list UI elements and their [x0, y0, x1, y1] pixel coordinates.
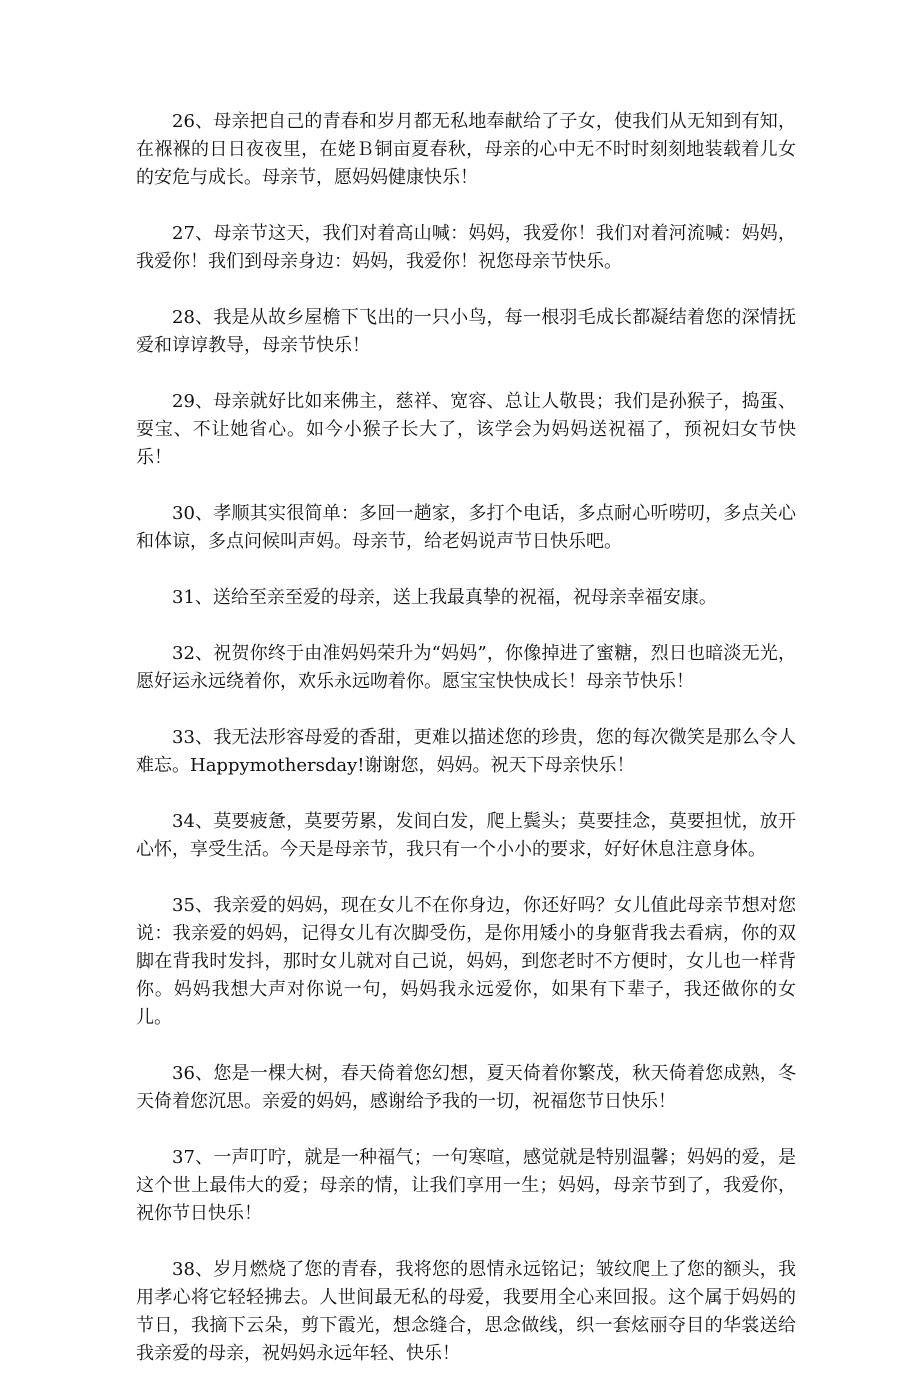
- paragraph-35: 35、我亲爱的妈妈，现在女儿不在你身边，你还好吗？女儿值此母亲节想对您说：我亲爱的妈妈，记得女儿有次脚受伤，是你用矮小的身躯背我去看病，你的双脚在背我时发抖，那时女儿就对自己说，妈妈，到您老时不方便时，女儿也一样背你。妈妈我想大声对你说一句，妈妈我永远爱你，如果有下辈子，我还做你的女儿。: [136, 895, 796, 1028]
- document-body: [136, 108, 796, 1396]
- paragraph-30: 30、孝顺其实很简单：多回一趟家，多打个电话，多点耐心听唠叨，多点关心和体谅，多点问候叫声妈。母亲节，给老妈说声节日快乐吧。: [136, 503, 796, 552]
- paragraph-38: 38、岁月燃烧了您的青春，我将您的恩情永远铭记；皱纹爬上了您的额头，我用孝心将它轻轻拂去。人世间最无私的母爱，我要用全心来回报。这个属于妈妈的节日，我摘下云朵，剪下霞光，想念缝合，思念做线，织一套炫丽夺目的华裳送给我亲爱的母亲，祝妈妈永远年轻、快乐！: [136, 1259, 796, 1364]
- paragraph-31: 31、送给至亲至爱的母亲，送上我最真挚的祝福，祝母亲幸福安康。: [172, 587, 717, 608]
- paragraph-27: 27、母亲节这天，我们对着高山喊：妈妈，我爱你！我们对着河流喊：妈妈，我爱你！我们到母亲身边：妈妈，我爱你！祝您母亲节快乐。: [136, 223, 796, 272]
- paragraph-37: 37、一声叮咛，就是一种福气；一句寒喧，感觉就是特别温馨；妈妈的爱，是这个世上最伟大的爱；母亲的情，让我们享用一生；妈妈，母亲节到了，我爱你，祝你节日快乐！: [136, 1147, 796, 1224]
- paragraph-28: 28、我是从故乡屋檐下飞出的一只小鸟，每一根羽毛成长都凝结着您的深情抚爱和谆谆教导，母亲节快乐！: [136, 307, 796, 356]
- paragraph-29: 29、母亲就好比如来佛主，慈祥、宽容、总让人敬畏；我们是孙猴子，捣蛋、耍宝、不让她省心。如今小猴子长大了，该学会为妈妈送祝福了，预祝妇女节快乐！: [136, 391, 796, 468]
- paragraph-33: 33、我无法形容母爱的香甜，更难以描述您的珍贵，您的每次微笑是那么令人难忘。Happymothersday!谢谢您，妈妈。祝天下母亲快乐！: [136, 727, 796, 776]
- paragraph-32: 32、祝贺你终于由准妈妈荣升为“妈妈”，你像掉进了蜜糖，烈日也暗淡无光，愿好运永远绕着你，欢乐永远吻着你。愿宝宝快快成长！母亲节快乐！: [136, 643, 796, 692]
- paragraph-26: 26、母亲把自己的青春和岁月都无私地奉献给了子女，使我们从无知到有知，在褓褓的日日夜夜里，在姥Ｂ铜亩夏春秋，母亲的心中无不时时刻刻地装载着儿女的安危与成长。母亲节，愿妈妈健康快乐！: [136, 111, 796, 188]
- paragraph-34: 34、莫要疲惫，莫要劳累，发间白发，爬上鬓头；莫要挂念，莫要担忧，放开心怀，享受生活。今天是母亲节，我只有一个小小的要求，好好休息注意身体。: [136, 811, 796, 860]
- paragraph-36: 36、您是一棵大树，春天倚着您幻想，夏天倚着你繁茂，秋天倚着您成熟，冬天倚着您沉思。亲爱的妈妈，感谢给予我的一切，祝福您节日快乐！: [136, 1063, 796, 1112]
